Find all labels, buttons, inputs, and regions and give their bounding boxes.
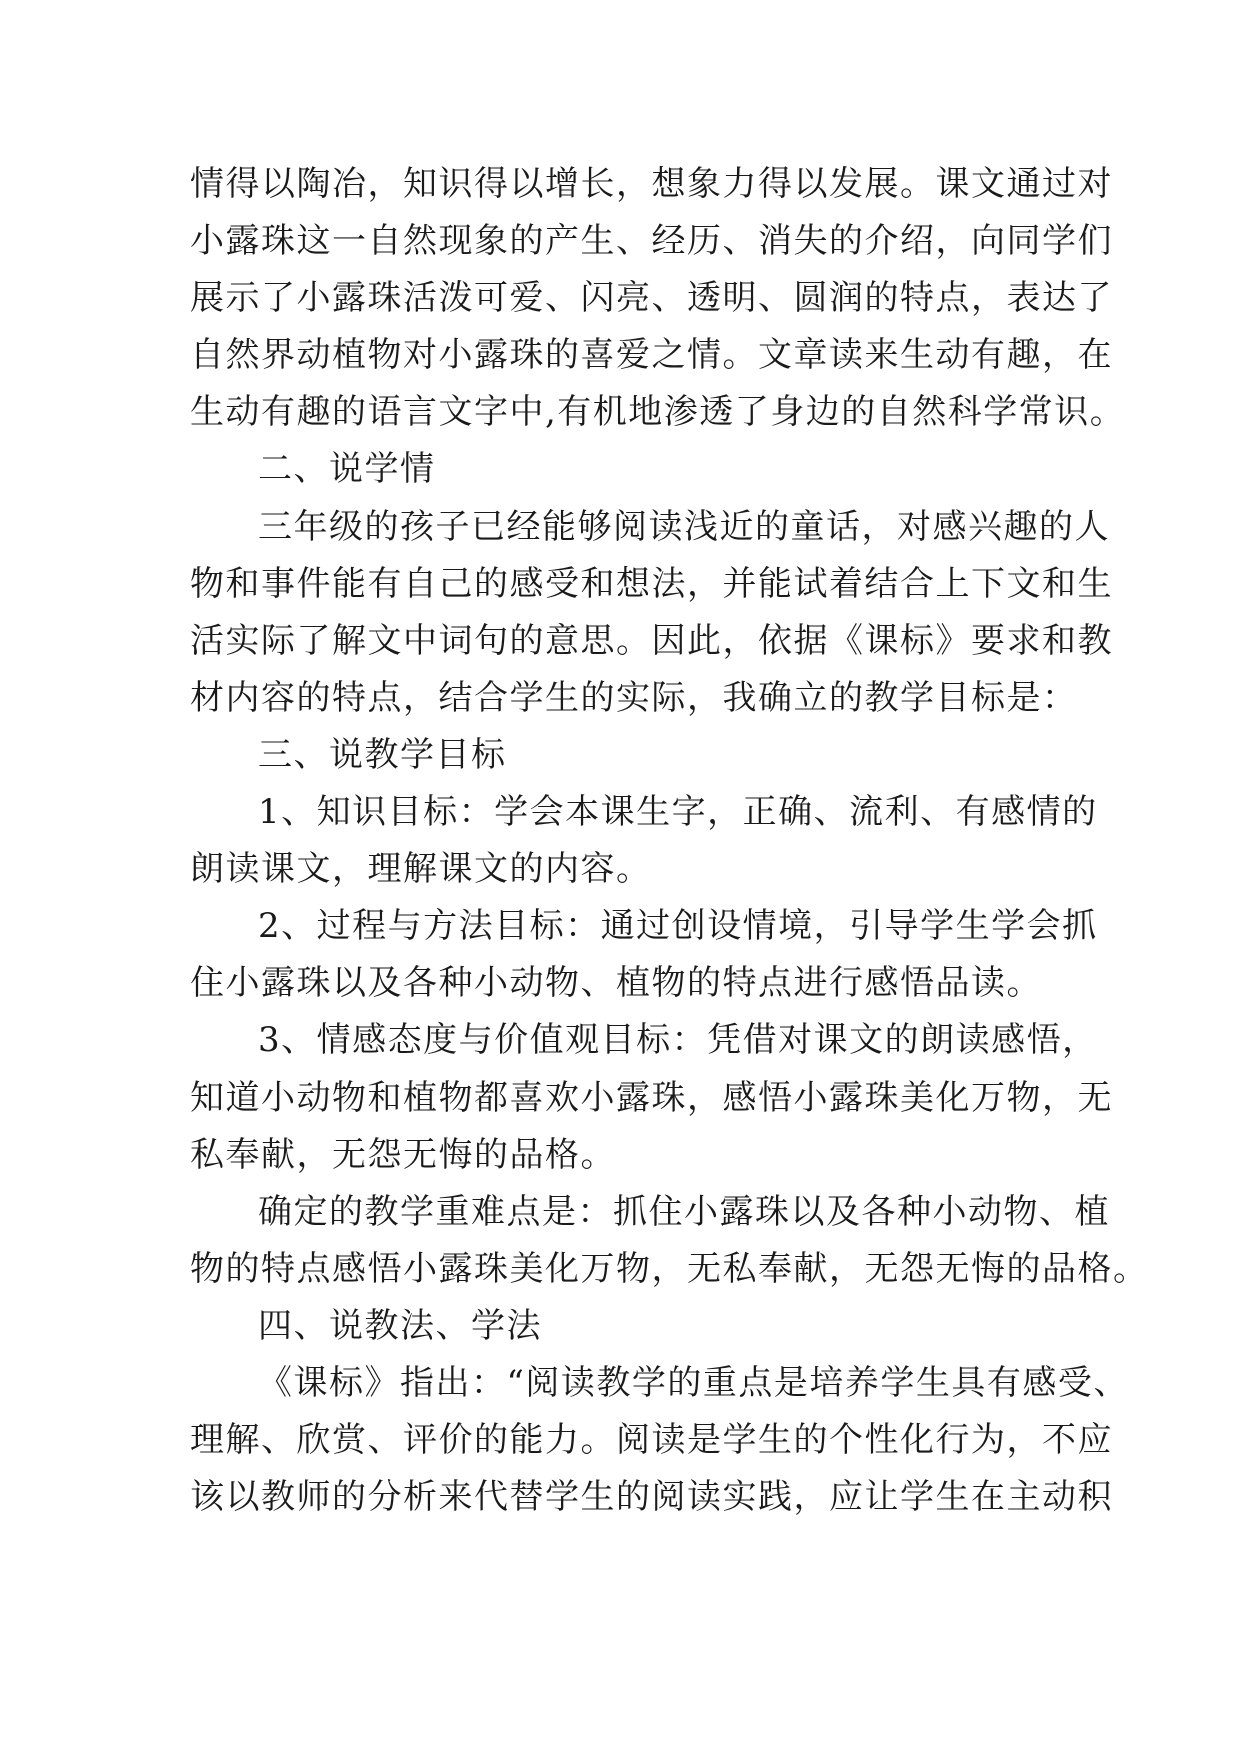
text-line: 小露珠这一自然现象的产生、经历、消失的介绍，向同学们 [190,221,1113,262]
text-line: 理解、欣赏、评价的能力。阅读是学生的个性化行为，不应 [190,1420,1113,1461]
text-line: 物和事件能有自己的感受和想法，并能试着结合上下文和生 [190,563,1113,604]
text-line: 活实际了解文中词句的意思。因此，依据《课标》要求和教 [190,620,1113,661]
text-line: 情得以陶冶，知识得以增长，想象力得以发展。课文通过对 [190,164,1113,204]
text-line: 物的特点感悟小露珠美化万物，无私奉献，无怨无悔的品格。 [190,1248,1149,1289]
section-heading: 二、说学情 [258,449,436,490]
text-line: 材内容的特点，结合学生的实际，我确立的教学目标是： [190,677,1078,718]
text-line: 私奉献，无怨无悔的品格。 [190,1134,616,1175]
text-line: 3、情感态度与价值观目标：凭借对课文的朗读感悟， [258,1020,1098,1061]
text-line: 住小露珠以及各种小动物、植物的特点进行感悟品读。 [190,963,1042,1004]
body-text [190,156,1149,1526]
section-heading: 三、说教学目标 [258,734,507,775]
text-line: 自然界动植物对小露珠的喜爱之情。文章读来生动有趣，在 [190,335,1113,376]
text-line: 展示了小露珠活泼可爱、闪亮、透明、圆润的特点，表达了 [190,278,1113,319]
text-line: 《课标》指出：“阅读教学的重点是培养学生具有感受、 [258,1362,1129,1403]
text-line: 生动有趣的语言文字中,有机地渗透了身边的自然科学常识。 [190,392,1126,433]
text-line: 朗读课文，理解课文的内容。 [190,849,652,890]
section-heading: 四、说教法、学法 [258,1305,542,1346]
text-line: 三年级的孩子已经能够阅读浅近的童话，对感兴趣的人 [258,506,1110,547]
text-line: 知道小动物和植物都喜欢小露珠，感悟小露珠美化万物，无 [190,1077,1113,1118]
text-line: 2、过程与方法目标：通过创设情境，引导学生学会抓 [258,906,1098,947]
text-line: 确定的教学重难点是：抓住小露珠以及各种小动物、植 [258,1191,1110,1232]
text-line: 该以教师的分析来代替学生的阅读实践，应让学生在主动积 [190,1477,1113,1518]
text-line: 1、知识目标：学会本课生字，正确、流利、有感情的 [258,792,1098,833]
